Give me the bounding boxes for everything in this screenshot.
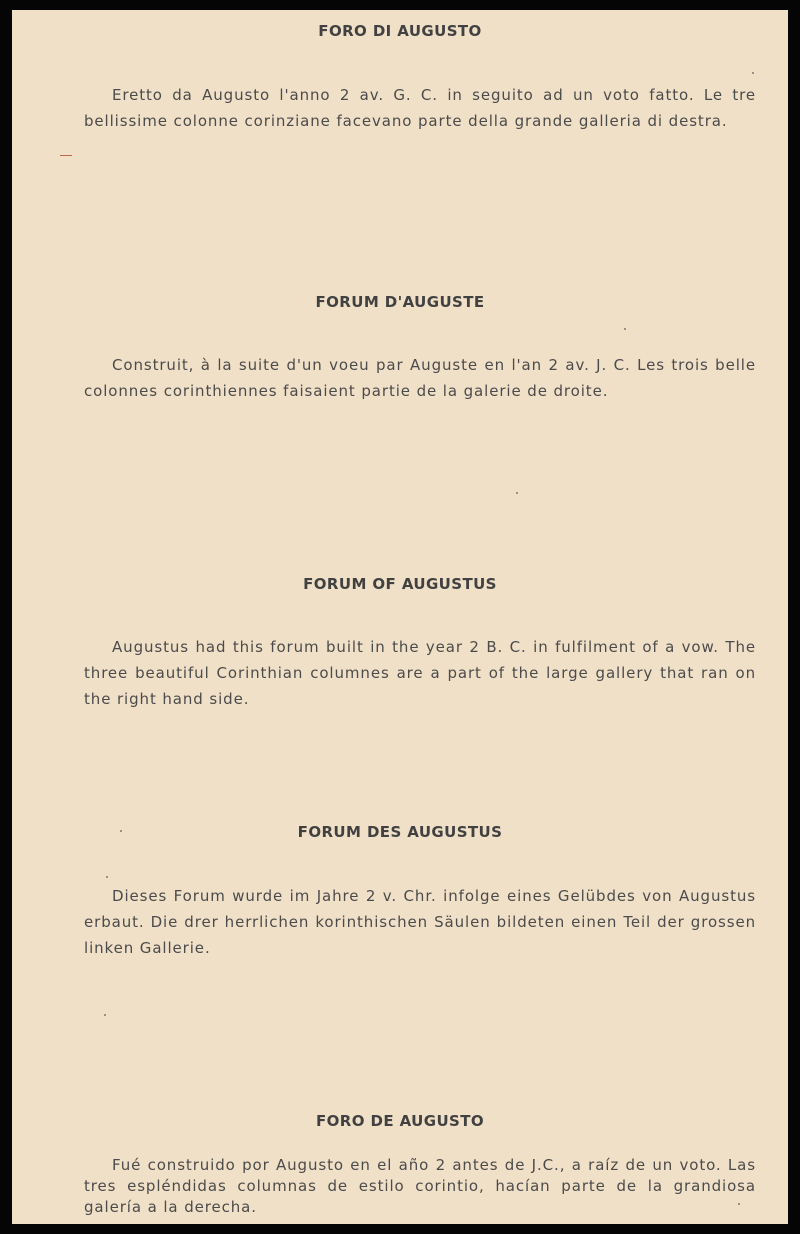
- section-text-italian: Eretto da Augusto l'anno 2 av. G. C. in seguito ad un voto fatto. Le tre bellissime colonne corinziane facevano parte della grande galleria di destra.: [84, 86, 756, 130]
- section-heading-spanish: FORO DE AUGUSTO: [315, 1112, 485, 1130]
- section-heading-italian: FORO DI AUGUSTO: [318, 22, 482, 40]
- section-text-spanish: Fué construido por Augusto en el año 2 antes de J.C., a raíz de un voto. Las tres espléndidas columnas de estilo corintio, hacían parte de la grandiosa galería a la derecha.: [84, 1156, 756, 1216]
- section-text-english: Augustus had this forum built in the year 2 B. C. in fulfilment of a vow. The three beautiful Corinthian columnes are a part of the large gallery that ran on the right hand side.: [84, 638, 756, 708]
- paper-speck: [516, 492, 518, 494]
- paper-speck: [752, 72, 754, 74]
- paper-speck: [738, 1203, 740, 1205]
- paper-speck: [104, 1014, 106, 1016]
- section-heading-german: FORUM DES AUGUSTUS: [297, 823, 503, 841]
- section-heading-english: FORUM OF AUGUSTUS: [303, 575, 497, 593]
- section-text-german: Dieses Forum wurde im Jahre 2 v. Chr. infolge eines Gelübdes von Augustus erbaut. Die drer herrlichen korinthischen Säulen bildeten einen Teil der grossen linken Gallerie.: [84, 887, 756, 957]
- section-text-french: Construit, à la suite d'un voeu par Auguste en l'an 2 av. J. C. Les trois belle colonnes corinthiennes faisaient partie de la galerie de droite.: [84, 356, 756, 400]
- paper-speck: [120, 830, 122, 832]
- paper-mark: [60, 155, 72, 156]
- section-heading-french: FORUM D'AUGUSTE: [315, 293, 485, 311]
- paper-speck: [106, 876, 108, 878]
- paper-speck: [624, 328, 626, 330]
- text-card: [12, 10, 788, 1224]
